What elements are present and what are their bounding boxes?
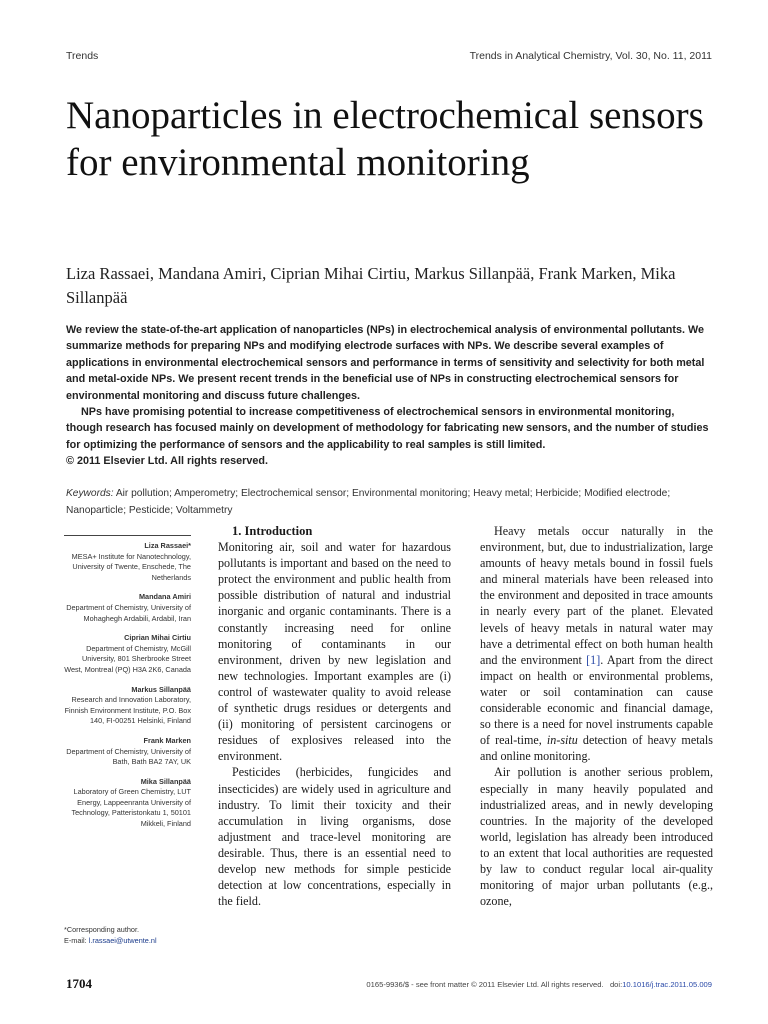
keywords (66, 486, 716, 519)
running-header-section: Trends (66, 50, 99, 62)
affiliation-address: Department of Chemistry, University of Mohaghegh Ardabili, Ardabil, Iran (66, 602, 191, 623)
italic-term: in-situ (546, 733, 578, 748)
doi-link[interactable]: 10.1016/j.trac.2011.05.009 (622, 980, 712, 989)
body-paragraph: Pesticides (herbicides, fungicides and insecticides) are widely used in agriculture and industry. To limit their toxicity and their accumulation in living organisms, dose adjustment and trace-level monitoring are desirable. Thus, there is an essential need to develop new methods for simple pesticide detection at low concentrations, especially in the field. (218, 765, 451, 909)
affiliation-address: MESA+ Institute for Nanotechnology, University of Twente, Enschede, The Netherlands (71, 551, 191, 582)
affiliation-address: Research and Innovation Laboratory, Finnish Environment Institute, P.O. Box 140, FI-00251 Helsinki, Finland (64, 695, 191, 726)
abstract-paragraph: NPs have promising potential to increase competitiveness of electrochemical sensors in environmental monitoring, though research has focused mainly on development of methodology for fabricating new sensors, and the number of studies for optimizing the performance of sensors and the applicability to real samples is still limited. (66, 406, 709, 451)
affiliation (64, 541, 191, 583)
body-column-left (218, 523, 451, 909)
body-paragraph: Monitoring air, soil and water for hazardous pollutants is important and based on the need to protect the environment and public health from possible distribution of natural and industrial inorganic and organic contaminants. There is a constantly increasing need for online monitoring of contaminants in our environment, driven by new legislation and new technologies. Important examples are (i) control of wastewater quality to avoid release of synthetic drugs residues or detergents and (ii) monitoring of persistent carcinogens or residues of explosives released into the environment. (218, 540, 451, 764)
article-title: Nanoparticles in electrochemical sensors for environmental monitoring (66, 94, 704, 184)
affiliation-address: Department of Chemistry, University of Bath, Bath BA2 7AY, UK (66, 746, 191, 767)
author-list: Liza Rassaei, Mandana Amiri, Ciprian Mihai Cirtiu, Markus Sillanpää, Frank Marken, Mika Sillanpää (66, 264, 676, 307)
affiliation (64, 685, 191, 727)
abstract-paragraph: We review the state-of-the-art application of nanoparticles (NPs) in electrochemical analysis of environmental pollutants. We summarize methods for preparing NPs and modifying electrode surfaces with NPs. We describe several examples of applications in environmental electrochemical sensors and performance in terms of sensitivity and selectivity for both metal and metal-oxide NPs. We present recent trends in the beneficial use of NPs in constructing electrochemical sensors for environmental monitoring and discuss future challenges. (66, 324, 705, 402)
footer-copyright: 0165-9936/$ - see front matter © 2011 Elsevier Ltd. All rights reserved. (366, 980, 604, 989)
copyright-notice: © 2011 Elsevier Ltd. All rights reserved. (66, 455, 268, 468)
keywords-text: Air pollution; Amperometry; Electrochemical sensor; Environmental monitoring; Heavy metal; Herbicide; Modified electrode; Nanoparticle; Pesticide; Voltammetry (66, 488, 671, 516)
corresponding-author-note (64, 924, 204, 946)
affiliation-name: Frank Marken (143, 735, 191, 745)
body-text: Heavy metals occur naturally in the environment, but, due to industrialization, large amounts of heavy metals bound in fossil fuels and mineral materials have been released into the environment and deposited in trace amounts in nearly every part of the planet. Elevated levels of heavy metals in natural water may have a detrimental effect on both human health and the environment (480, 524, 713, 667)
abstract (66, 322, 713, 470)
body-text: . Apart from the direct impact on health or environmental problems, water or soil contamination can cause considerable economic and financial damage, so there is a need for novel instruments capable of real-time, (480, 652, 713, 748)
email-label: E-mail: (64, 936, 87, 945)
body-text: detection of heavy metals and online monitoring. (480, 733, 713, 764)
body-column-right (480, 523, 713, 909)
keywords-label: Keywords: (66, 488, 114, 499)
affiliation (64, 777, 191, 830)
doi-label: doi: (609, 980, 623, 989)
affiliation-name: Liza Rassaei* (144, 541, 191, 550)
corresponding-email-line (64, 935, 204, 946)
footer-info (366, 980, 712, 989)
affiliation (64, 633, 191, 675)
affiliation-name: Ciprian Mihai Cirtiu (124, 633, 191, 643)
affiliation (64, 736, 191, 768)
affiliation-name: Mika Sillanpää (140, 776, 191, 786)
corresponding-author-label: *Corresponding author. (64, 925, 140, 934)
author-affiliations (64, 535, 191, 839)
affiliation (64, 592, 191, 624)
body-paragraph (480, 523, 713, 764)
email-link[interactable]: l.rassaei@utwente.nl (88, 936, 157, 945)
running-header-journal: Trends in Analytical Chemistry, Vol. 30, No. 11, 2011 (469, 50, 712, 62)
body-paragraph: Air pollution is another serious problem, especially in many heavily populated and industrialized areas, and in newly developing countries. In the majority of the developed world, legislation has already been introduced to an extent that local authorities are requested by law to conduct regular local air-quality monitoring of major urban pollutants (e.g., ozone, (480, 765, 713, 909)
section-heading: 1. Introduction (232, 524, 313, 538)
affiliation-name: Markus Sillanpää (131, 684, 191, 694)
affiliation-name: Mandana Amiri (138, 592, 191, 602)
reference-link[interactable]: [1] (586, 652, 601, 667)
affiliation-address: Department of Chemistry, McGill University, 801 Sherbrooke Street West, Montreal (PQ) H3A 2K6, Canada (64, 643, 191, 674)
page-number: 1704 (66, 976, 92, 991)
affiliation-address: Laboratory of Green Chemistry, LUT Energy, Lappeenranta University of Technology, Patteristonkatu 1, 50101 Mikkeli, Finland (71, 787, 191, 829)
